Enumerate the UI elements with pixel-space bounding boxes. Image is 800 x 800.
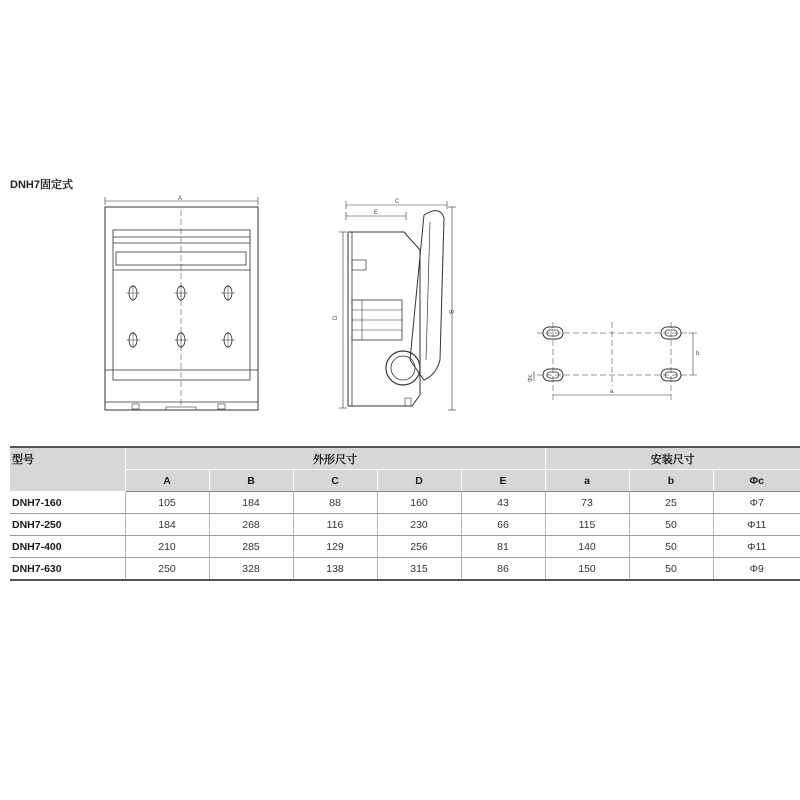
col-header-phi-c: Φc — [713, 470, 800, 492]
side-view — [333, 199, 456, 410]
dim-e-label: E — [374, 210, 379, 216]
col-header-D: D — [377, 470, 461, 492]
dim-a-small-label: a — [610, 389, 614, 395]
cell-D: 160 — [377, 492, 461, 514]
front-mount-holes — [126, 285, 235, 348]
dim-b-small-label: b — [696, 351, 700, 357]
cell-A: 105 — [125, 492, 209, 514]
col-header-A: A — [125, 470, 209, 492]
cell-phi-c: Φ11 — [713, 514, 800, 536]
table-row — [10, 558, 800, 581]
cell-D: 230 — [377, 514, 461, 536]
cell-b: 50 — [629, 536, 713, 558]
col-header-B: B — [209, 470, 293, 492]
cell-E: 86 — [461, 558, 545, 581]
table-row — [10, 536, 800, 558]
cell-a: 115 — [545, 514, 629, 536]
drawing-title: DNH7固定式 — [10, 179, 73, 191]
dim-c-label: C — [395, 199, 400, 205]
model-name: DNH7-250 — [10, 514, 125, 536]
cell-A: 250 — [125, 558, 209, 581]
cell-B: 328 — [209, 558, 293, 581]
cell-a: 150 — [545, 558, 629, 581]
outline-dimensions-header: 外形尺寸 — [125, 447, 545, 470]
cell-a: 73 — [545, 492, 629, 514]
cell-C: 138 — [293, 558, 377, 581]
cell-B: 268 — [209, 514, 293, 536]
cell-D: 315 — [377, 558, 461, 581]
installation-dimensions-header: 安装尺寸 — [545, 447, 800, 470]
cell-phi-c: Φ11 — [713, 536, 800, 558]
cell-C: 88 — [293, 492, 377, 514]
model-name: DNH7-630 — [10, 558, 125, 581]
table-row — [10, 492, 800, 514]
col-header-C: C — [293, 470, 377, 492]
cell-C: 129 — [293, 536, 377, 558]
col-header-a: a — [545, 470, 629, 492]
dim-phi-c-label: Φc — [528, 374, 534, 382]
cell-b: 25 — [629, 492, 713, 514]
mounting-pattern — [528, 322, 700, 400]
dim-a-label: A — [178, 196, 183, 202]
cell-A: 210 — [125, 536, 209, 558]
dim-d-label: D — [333, 315, 339, 320]
cell-phi-c: Φ7 — [713, 492, 800, 514]
cell-A: 184 — [125, 514, 209, 536]
cell-phi-c: Φ9 — [713, 558, 800, 581]
cell-C: 116 — [293, 514, 377, 536]
dim-b-label: B — [447, 310, 453, 315]
cell-B: 184 — [209, 492, 293, 514]
cell-b: 50 — [629, 558, 713, 581]
cell-a: 140 — [545, 536, 629, 558]
model-header: 型号 — [10, 447, 125, 492]
cell-D: 256 — [377, 536, 461, 558]
cell-b: 50 — [629, 514, 713, 536]
model-name: DNH7-160 — [10, 492, 125, 514]
table-row — [10, 514, 800, 536]
cell-E: 66 — [461, 514, 545, 536]
cell-B: 285 — [209, 536, 293, 558]
cell-E: 43 — [461, 492, 545, 514]
col-header-E: E — [461, 470, 545, 492]
front-view — [105, 196, 258, 410]
dimension-table — [10, 446, 800, 581]
cell-E: 81 — [461, 536, 545, 558]
model-name: DNH7-400 — [10, 536, 125, 558]
col-header-b: b — [629, 470, 713, 492]
